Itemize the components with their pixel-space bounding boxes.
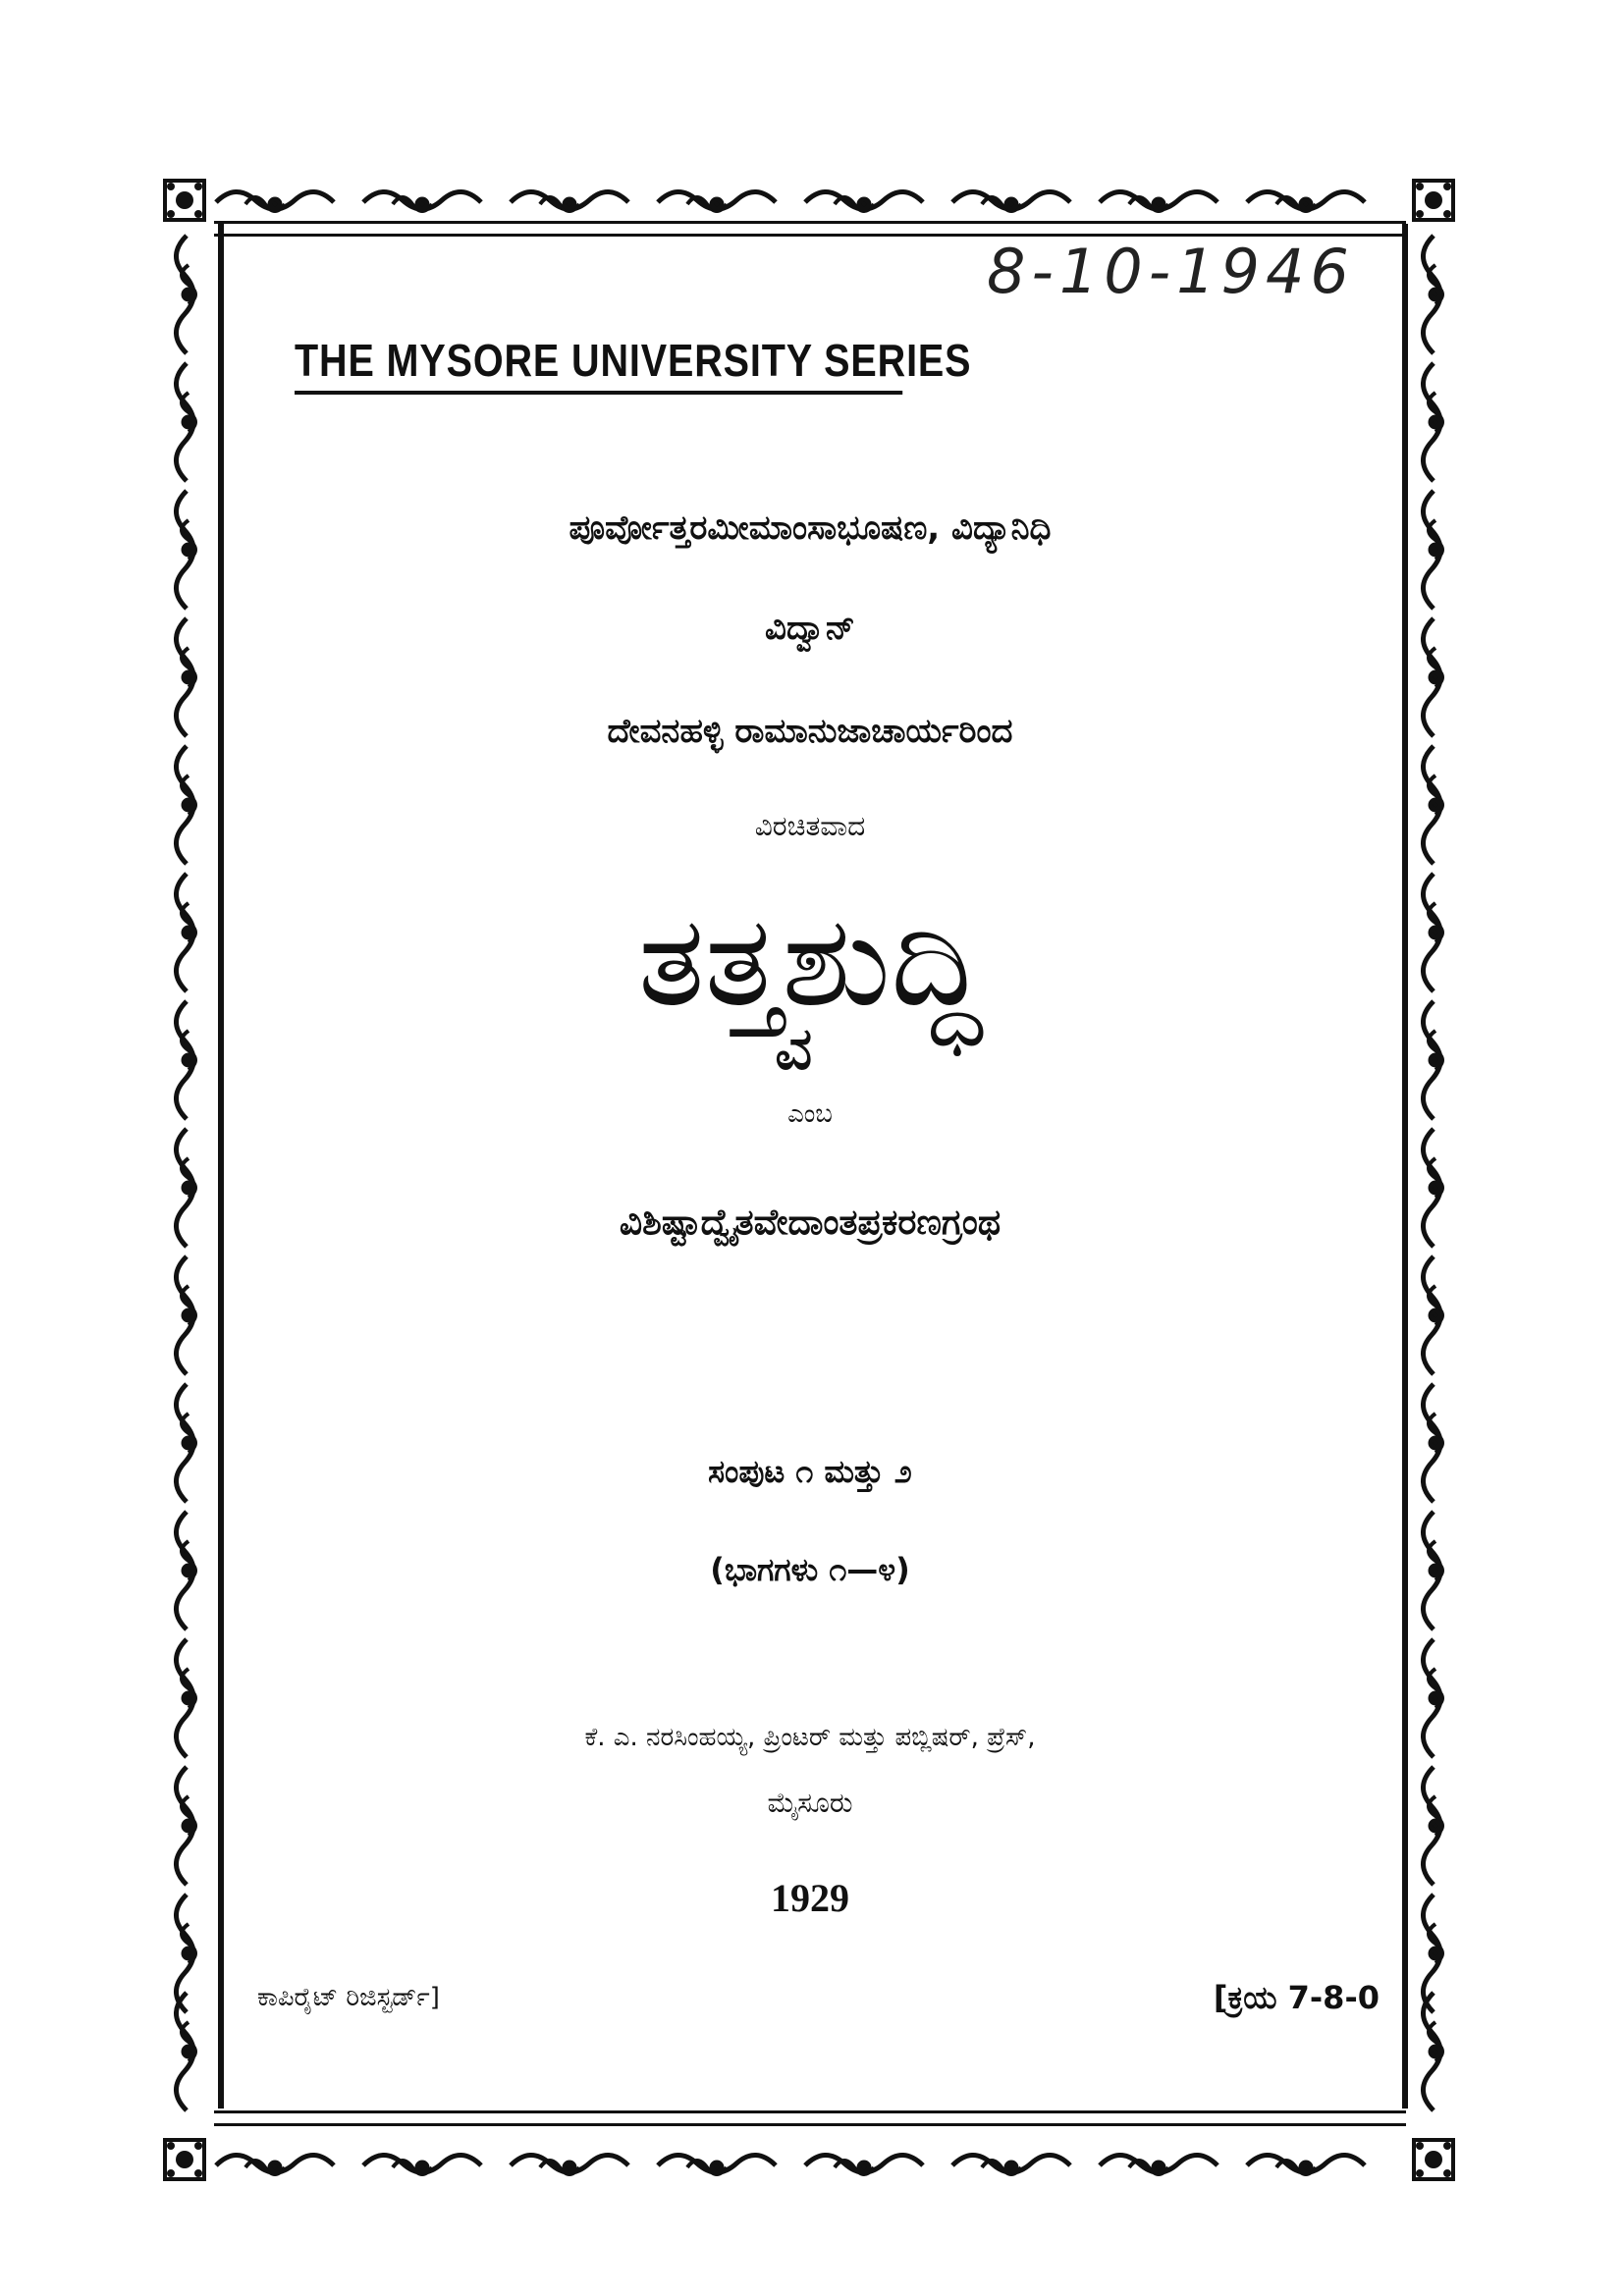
- author-name: ದೇವನಹಳ್ಳಿ ರಾಮಾನುಜಾಚಾರ್ಯರಿಂದ: [607, 712, 1013, 751]
- publication-year: 1929: [771, 1876, 849, 1920]
- printer-info: ಕೆ. ಎ. ನರಸಿಂಹಯ್ಯ, ಪ್ರಿಂಟರ್ ಮತ್ತು ಪಬ್ಲಿಷರ್, ಪ್ರೆಸ್,: [584, 1723, 1036, 1752]
- volume-info: ಸಂಪುಟ ೧ ಮತ್ತು ೨: [708, 1453, 912, 1490]
- price-note: [ಕ್ರಯ 7-8-0: [1213, 1979, 1380, 2016]
- bottom-rule: [214, 2110, 1406, 2126]
- parts-info: (ಭಾಗಗಳು ೧—೪): [710, 1551, 910, 1588]
- connector-text: ಎಂಬ: [787, 1099, 833, 1129]
- handwritten-date: 8-10-1946: [987, 236, 1355, 307]
- book-title: ತತ್ತ್ವಶುದ್ಧಿ: [637, 888, 983, 1035]
- book-subtitle: ವಿಶಿಷ್ಟಾದ್ವೈತವೇದಾಂತಪ್ರಕರಣಗ್ರಂಥ: [619, 1202, 1001, 1243]
- author-title: ವಿದ್ವಾನ್: [765, 609, 855, 648]
- series-title: THE MYSORE UNIVERSITY SERIES: [295, 334, 902, 395]
- copyright-note: ಕಾಪಿರೈಟ್ ರಿಜಿಸ್ಟರ್ಡ್]: [257, 1983, 440, 2012]
- composed-by: ವಿರಚಿತವಾದ: [754, 810, 866, 842]
- author-honorifics: ಪೂರ್ವೋತ್ತರಮೀಮಾಂಸಾಭೂಷಣ, ವಿದ್ಯಾನಿಧಿ: [568, 508, 1052, 548]
- publication-city: ಮೈಸೂರು: [767, 1787, 853, 1819]
- inner-frame: [218, 224, 1408, 2109]
